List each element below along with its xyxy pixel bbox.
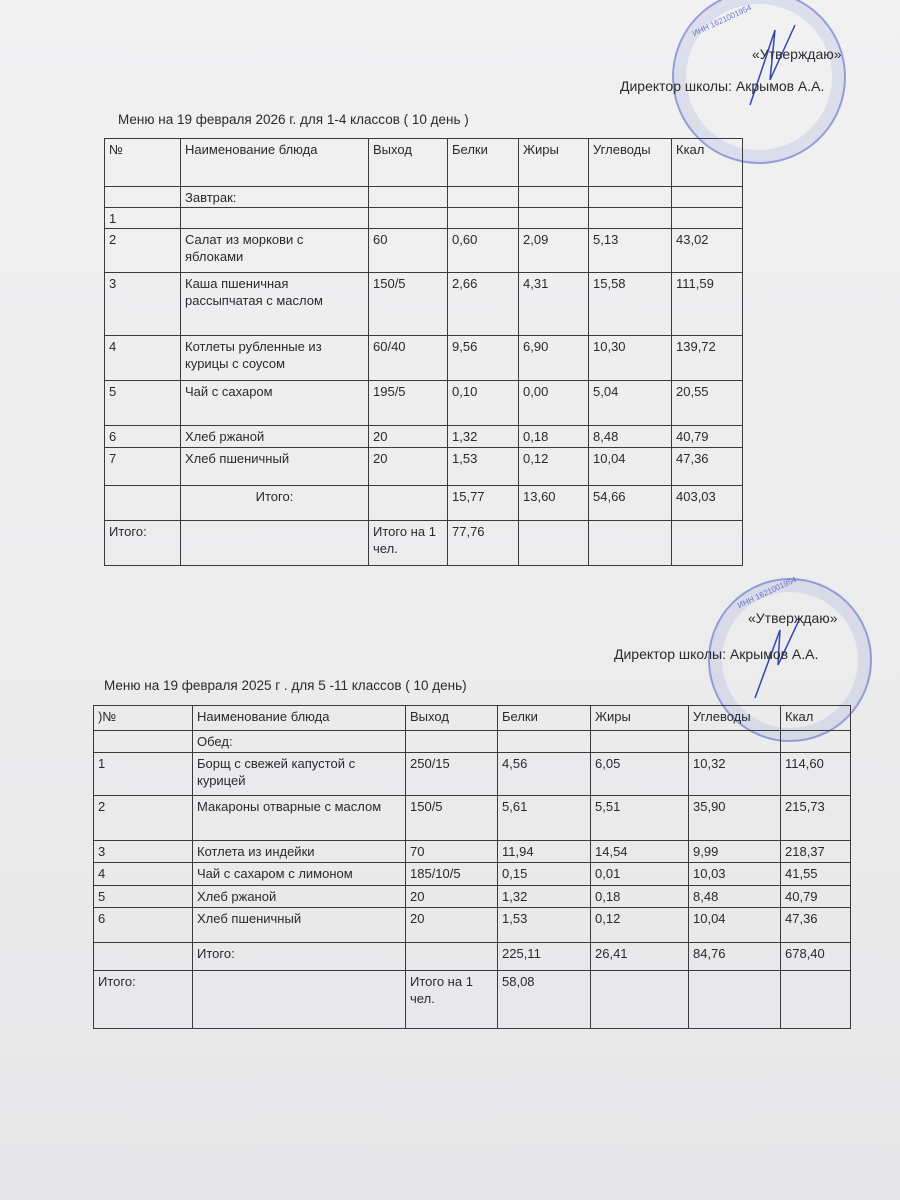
table-cell: 225,11 xyxy=(498,943,591,971)
table-cell: 10,32 xyxy=(689,753,781,796)
menu-2-title: Меню на 19 февраля 2025 г . для 5 -11 классов ( 10 день) xyxy=(104,678,467,693)
table-row xyxy=(105,486,743,521)
table-cell: 4,31 xyxy=(519,273,589,336)
table-row xyxy=(94,841,851,863)
table-cell: 403,03 xyxy=(672,486,743,521)
table-cell: 47,36 xyxy=(781,908,851,943)
column-header: Углеводы xyxy=(589,139,672,187)
table-cell xyxy=(94,731,193,753)
table-cell: 15,77 xyxy=(448,486,519,521)
table-cell: 215,73 xyxy=(781,796,851,841)
column-header: № xyxy=(105,139,181,187)
table-cell: Обед: xyxy=(193,731,406,753)
table-cell: 60/40 xyxy=(369,336,448,381)
column-header: Углеводы xyxy=(689,706,781,731)
table-header-row xyxy=(94,706,851,731)
table-cell: Хлеб пшеничный xyxy=(193,908,406,943)
table-cell xyxy=(519,208,589,229)
table-row xyxy=(105,273,743,336)
approve-label-2: «Утверждаю» xyxy=(748,610,838,626)
column-header: Жиры xyxy=(591,706,689,731)
table-cell: Итого: xyxy=(193,943,406,971)
table-cell: Чай с сахаром xyxy=(181,381,369,426)
table-row xyxy=(94,886,851,908)
table-cell: 10,04 xyxy=(689,908,781,943)
table-cell xyxy=(448,187,519,208)
table-cell: 0,18 xyxy=(519,426,589,448)
table-cell xyxy=(689,971,781,1029)
signature-1 xyxy=(740,20,800,110)
table-cell: 10,03 xyxy=(689,863,781,886)
table-cell: 0,12 xyxy=(519,448,589,486)
menu-1-table xyxy=(104,138,743,566)
table-row xyxy=(105,381,743,426)
table-cell: 7 xyxy=(105,448,181,486)
column-header: )№ xyxy=(94,706,193,731)
table-cell: 15,58 xyxy=(589,273,672,336)
column-header: Белки xyxy=(498,706,591,731)
table-cell xyxy=(105,486,181,521)
table-row xyxy=(94,971,851,1029)
table-cell: 8,48 xyxy=(589,426,672,448)
table-cell: Завтрак: xyxy=(181,187,369,208)
table-row xyxy=(105,448,743,486)
table-cell xyxy=(519,521,589,566)
table-cell: 70 xyxy=(406,841,498,863)
table-cell xyxy=(498,731,591,753)
table-cell xyxy=(448,208,519,229)
table-row xyxy=(94,796,851,841)
menu-2-table xyxy=(93,705,851,1029)
column-header: Ккал xyxy=(781,706,851,731)
table-cell: 1 xyxy=(105,208,181,229)
table-cell: 60 xyxy=(369,229,448,273)
table-cell: 0,60 xyxy=(448,229,519,273)
table-cell: 0,18 xyxy=(591,886,689,908)
table-row xyxy=(105,208,743,229)
table-cell: 20 xyxy=(406,886,498,908)
table-row xyxy=(105,229,743,273)
table-cell: 1 xyxy=(94,753,193,796)
table-cell: Котлеты рубленные из курицы с соусом xyxy=(181,336,369,381)
table-cell: 1,32 xyxy=(448,426,519,448)
director-label-1: Директор школы: Акрымов А.А. xyxy=(620,78,825,94)
table-cell xyxy=(193,971,406,1029)
table-cell xyxy=(781,971,851,1029)
table-cell: Итого: xyxy=(181,486,369,521)
table-cell xyxy=(672,521,743,566)
table-cell: 20,55 xyxy=(672,381,743,426)
table-cell: 47,36 xyxy=(672,448,743,486)
table-cell: Борщ с свежей капустой с курицей xyxy=(193,753,406,796)
table-cell: 6 xyxy=(105,426,181,448)
table-cell: Хлеб ржаной xyxy=(193,886,406,908)
table-cell: 6,05 xyxy=(591,753,689,796)
table-cell: 5 xyxy=(105,381,181,426)
table-cell: 4 xyxy=(105,336,181,381)
approve-label-1: «Утверждаю» xyxy=(752,46,842,62)
table-cell: 150/5 xyxy=(369,273,448,336)
table-cell: Чай с сахаром с лимоном xyxy=(193,863,406,886)
table-cell: 77,76 xyxy=(448,521,519,566)
table-cell: 195/5 xyxy=(369,381,448,426)
table-cell: 26,41 xyxy=(591,943,689,971)
table-cell: 35,90 xyxy=(689,796,781,841)
table-cell: 139,72 xyxy=(672,336,743,381)
table-cell: 20 xyxy=(406,908,498,943)
table-cell: 5,61 xyxy=(498,796,591,841)
table-cell xyxy=(591,971,689,1029)
table-cell: 9,56 xyxy=(448,336,519,381)
table-cell: 150/5 xyxy=(406,796,498,841)
table-cell: 114,60 xyxy=(781,753,851,796)
table-cell: 1,53 xyxy=(448,448,519,486)
table-cell: 2 xyxy=(105,229,181,273)
table-row xyxy=(105,426,743,448)
column-header: Жиры xyxy=(519,139,589,187)
column-header: Белки xyxy=(448,139,519,187)
table-cell: 20 xyxy=(369,448,448,486)
table-cell: 1,53 xyxy=(498,908,591,943)
table-cell: 8,48 xyxy=(689,886,781,908)
table-cell xyxy=(181,208,369,229)
table-cell: Котлета из индейки xyxy=(193,841,406,863)
table-cell xyxy=(105,187,181,208)
table-cell xyxy=(672,208,743,229)
table-cell: 58,08 xyxy=(498,971,591,1029)
table-cell: Хлеб ржаной xyxy=(181,426,369,448)
table-cell: 678,40 xyxy=(781,943,851,971)
table-cell: Каша пшеничная рассыпчатая с маслом xyxy=(181,273,369,336)
column-header: Наименование блюда xyxy=(181,139,369,187)
director-label-2: Директор школы: Акрымов А.А. xyxy=(614,646,819,662)
table-cell xyxy=(589,187,672,208)
table-cell xyxy=(519,187,589,208)
table-cell: 43,02 xyxy=(672,229,743,273)
table-cell: 0,01 xyxy=(591,863,689,886)
table-cell: 0,00 xyxy=(519,381,589,426)
table-cell: 13,60 xyxy=(519,486,589,521)
table-cell: 3 xyxy=(94,841,193,863)
table-cell: 5,04 xyxy=(589,381,672,426)
table-cell: 1,32 xyxy=(498,886,591,908)
column-header: Выход xyxy=(406,706,498,731)
table-cell: 218,37 xyxy=(781,841,851,863)
table-cell: 41,55 xyxy=(781,863,851,886)
table-cell: 111,59 xyxy=(672,273,743,336)
table-row xyxy=(94,731,851,753)
table-cell: 5,51 xyxy=(591,796,689,841)
table-cell: 4,56 xyxy=(498,753,591,796)
table-cell xyxy=(672,187,743,208)
table-cell: 40,79 xyxy=(672,426,743,448)
table-cell xyxy=(369,187,448,208)
table-cell: 6 xyxy=(94,908,193,943)
table-cell: 10,30 xyxy=(589,336,672,381)
table-cell xyxy=(369,208,448,229)
column-header: Наименование блюда xyxy=(193,706,406,731)
table-cell: 6,90 xyxy=(519,336,589,381)
column-header: Ккал xyxy=(672,139,743,187)
table-cell: 11,94 xyxy=(498,841,591,863)
table-cell: 2,09 xyxy=(519,229,589,273)
table-row xyxy=(105,521,743,566)
table-cell xyxy=(591,731,689,753)
table-cell xyxy=(94,943,193,971)
table-row xyxy=(94,753,851,796)
table-cell: 3 xyxy=(105,273,181,336)
table-cell: 54,66 xyxy=(589,486,672,521)
table-cell xyxy=(589,208,672,229)
table-cell: Итого: xyxy=(94,971,193,1029)
table-cell xyxy=(589,521,672,566)
table-cell xyxy=(689,731,781,753)
table-cell: 0,10 xyxy=(448,381,519,426)
table-cell: 5 xyxy=(94,886,193,908)
table-cell: 9,99 xyxy=(689,841,781,863)
table-cell: 40,79 xyxy=(781,886,851,908)
table-cell xyxy=(406,731,498,753)
table-cell: 84,76 xyxy=(689,943,781,971)
table-cell xyxy=(781,731,851,753)
table-cell: 5,13 xyxy=(589,229,672,273)
table-cell: 185/10/5 xyxy=(406,863,498,886)
table-cell xyxy=(181,521,369,566)
stamp-1-text: ИНН 1621001954 xyxy=(691,2,753,39)
table-cell: Итого на 1 чел. xyxy=(369,521,448,566)
table-header-row xyxy=(105,139,743,187)
table-cell: 2 xyxy=(94,796,193,841)
table-cell: 2,66 xyxy=(448,273,519,336)
table-cell: Хлеб пшеничный xyxy=(181,448,369,486)
table-row xyxy=(94,863,851,886)
table-cell: Итого: xyxy=(105,521,181,566)
table-cell: Макароны отварные с маслом xyxy=(193,796,406,841)
table-cell: Салат из моркови с яблоками xyxy=(181,229,369,273)
stamp-2-text: ИНН 1621001954 xyxy=(736,574,798,611)
table-cell: 4 xyxy=(94,863,193,886)
table-cell: 250/15 xyxy=(406,753,498,796)
menu-1-title: Меню на 19 февраля 2026 г. для 1-4 классов ( 10 день ) xyxy=(118,112,469,127)
table-cell: 0,12 xyxy=(591,908,689,943)
table-cell xyxy=(406,943,498,971)
table-cell xyxy=(369,486,448,521)
table-row xyxy=(94,943,851,971)
table-cell: 0,15 xyxy=(498,863,591,886)
table-cell: 20 xyxy=(369,426,448,448)
table-cell: Итого на 1 чел. xyxy=(406,971,498,1029)
table-row xyxy=(105,187,743,208)
table-cell: 14,54 xyxy=(591,841,689,863)
table-row xyxy=(105,336,743,381)
table-row xyxy=(94,908,851,943)
table-cell: 10,04 xyxy=(589,448,672,486)
column-header: Выход xyxy=(369,139,448,187)
